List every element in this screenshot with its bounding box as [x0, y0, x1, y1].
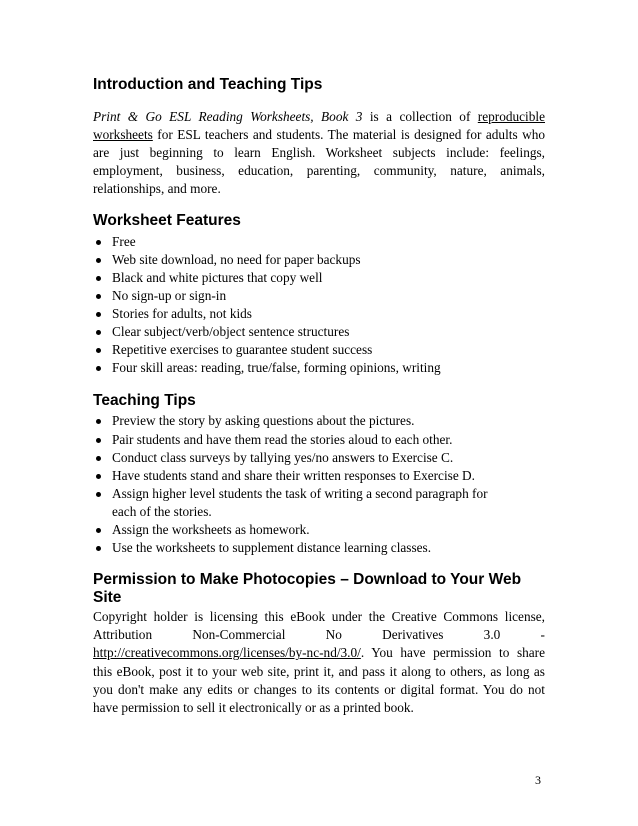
list-item: Repetitive exercises to guarantee student success: [93, 341, 545, 359]
features-heading: Worksheet Features: [93, 212, 241, 230]
permission-paragraph: [93, 608, 545, 717]
list-item: Free: [93, 233, 545, 251]
page-content: [93, 76, 545, 717]
teaching-tips-list: [93, 412, 545, 557]
list-item: Clear subject/verb/object sentence structures: [93, 323, 545, 341]
list-item: Conduct class surveys by tallying yes/no answers to Exercise C.: [93, 449, 545, 467]
introduction-heading: Introduction and Teaching Tips: [93, 76, 323, 93]
list-item: Stories for adults, not kids: [93, 305, 545, 323]
intro-text-part2: for ESL teachers and students. The material is designed for adults who are just beginning to learn English. Worksheet subjects include: feelings, employment, business, education, parenting, community, nature, animals, relationships, and more.: [93, 127, 545, 197]
list-item: Four skill areas: reading, true/false, forming opinions, writing: [93, 359, 545, 377]
list-item: Have students stand and share their written responses to Exercise D.: [93, 467, 545, 485]
book-title: Print & Go ESL Reading Worksheets, Book 3: [93, 109, 363, 124]
list-item: Web site download, no need for paper backups: [93, 251, 545, 269]
list-item: Assign higher level students the task of writing a second paragraph for each of the stories.: [93, 485, 545, 521]
permission-text-part2: . You have permission to share this eBook, post it to your web site, print it, and pass it along to others, as long as you don't make any edits or changes to its contents or digital format. You do not have permission to sell it electronically or as a printed book.: [93, 645, 545, 715]
list-item: Use the worksheets to supplement distance learning classes.: [93, 539, 545, 557]
list-item: Preview the story by asking questions about the pictures.: [93, 412, 545, 430]
page-number: 3: [535, 773, 541, 787]
teaching-tips-heading: Teaching Tips: [93, 392, 196, 410]
intro-text-part1: is a collection of: [362, 109, 478, 124]
list-item: Assign the worksheets as homework.: [93, 521, 545, 539]
license-link[interactable]: http://creativecommons.org/licenses/by-nc-nd/3.0/: [93, 645, 361, 661]
reproducible-word: reproducible: [477, 109, 545, 124]
permission-heading: Permission to Make Photocopies – Download to Your Web Site: [93, 571, 522, 607]
list-item: No sign-up or sign-in: [93, 287, 545, 305]
list-item: Black and white pictures that copy well: [93, 269, 545, 287]
permission-text-part1: Copyright holder is licensing this eBook under the Creative Commons license, Attribution Non-Commercial No Derivatives 3.0 -: [93, 609, 545, 643]
introduction-paragraph: [93, 108, 545, 198]
features-list: [93, 233, 545, 377]
worksheets-word: worksheets: [93, 127, 153, 143]
list-item: Pair students and have them read the stories aloud to each other.: [93, 431, 545, 449]
